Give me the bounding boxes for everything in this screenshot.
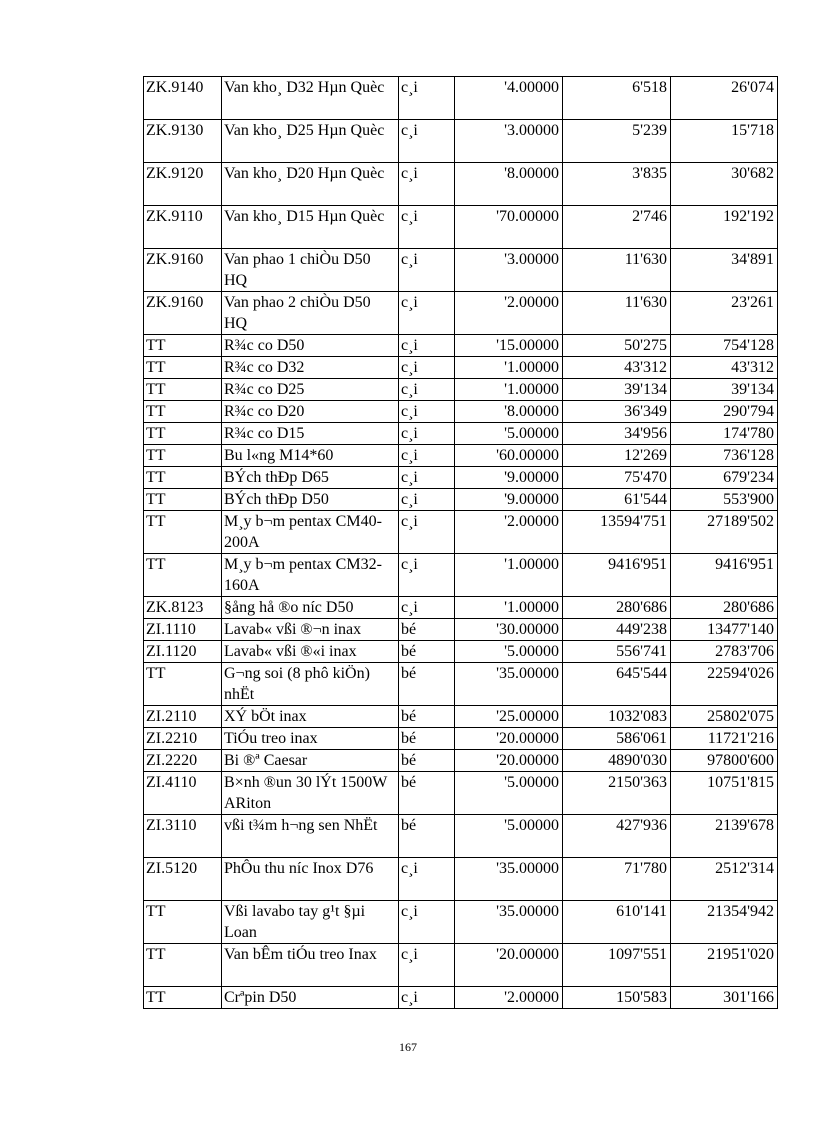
item-quantity: '9.00000 [455, 467, 563, 489]
item-total: 10751'815 [671, 772, 778, 815]
item-unit: c¸i [399, 858, 455, 901]
item-name: Bu l«ng M14*60 [222, 445, 399, 467]
item-quantity: '1.00000 [455, 379, 563, 401]
item-total: 11721'216 [671, 728, 778, 750]
item-quantity: '8.00000 [455, 163, 563, 206]
item-unit-price: 427'936 [563, 815, 671, 858]
item-total: 21354'942 [671, 901, 778, 944]
item-total: 192'192 [671, 206, 778, 249]
item-quantity: '5.00000 [455, 815, 563, 858]
item-total: 754'128 [671, 335, 778, 357]
item-unit: c¸i [399, 335, 455, 357]
item-total: 26'074 [671, 77, 778, 120]
table-row [144, 423, 778, 445]
item-quantity: '5.00000 [455, 641, 563, 663]
item-code: TT [144, 987, 222, 1009]
item-code: TT [144, 357, 222, 379]
item-unit-price: 39'134 [563, 379, 671, 401]
item-code: ZI.2220 [144, 750, 222, 772]
item-quantity: '1.00000 [455, 554, 563, 597]
item-total: 290'794 [671, 401, 778, 423]
item-total: 2139'678 [671, 815, 778, 858]
item-code: TT [144, 511, 222, 554]
item-quantity: '15.00000 [455, 335, 563, 357]
item-unit: c¸i [399, 597, 455, 619]
item-name: R¾c co D50 [222, 335, 399, 357]
table-row [144, 554, 778, 597]
item-unit-price: 610'141 [563, 901, 671, 944]
item-unit: c¸i [399, 944, 455, 987]
item-total: 13477'140 [671, 619, 778, 641]
item-name: Van kho¸ D15 Hµn Quèc [222, 206, 399, 249]
table-row [144, 944, 778, 987]
item-name: B×nh ®un 30 lÝt 1500W ARiton [222, 772, 399, 815]
item-code: TT [144, 944, 222, 987]
item-unit: c¸i [399, 77, 455, 120]
table-row [144, 163, 778, 206]
item-quantity: '35.00000 [455, 858, 563, 901]
item-unit-price: 36'349 [563, 401, 671, 423]
table-row [144, 77, 778, 120]
item-unit-price: 34'956 [563, 423, 671, 445]
item-unit: c¸i [399, 423, 455, 445]
item-total: 2783'706 [671, 641, 778, 663]
table-row [144, 249, 778, 292]
item-total: 174'780 [671, 423, 778, 445]
item-code: TT [144, 335, 222, 357]
item-name: Vßi lavabo tay g¹t §µi Loan [222, 901, 399, 944]
table-row [144, 401, 778, 423]
item-name: TiÓu treo inax [222, 728, 399, 750]
item-unit: c¸i [399, 445, 455, 467]
item-quantity: '9.00000 [455, 489, 563, 511]
item-quantity: '1.00000 [455, 357, 563, 379]
table-row [144, 901, 778, 944]
table-row [144, 815, 778, 858]
item-unit-price: 11'630 [563, 249, 671, 292]
item-quantity: '5.00000 [455, 423, 563, 445]
item-quantity: '20.00000 [455, 728, 563, 750]
materials-table-body [144, 77, 778, 1009]
item-total: 2512'314 [671, 858, 778, 901]
item-total: 553'900 [671, 489, 778, 511]
item-unit-price: 4890'030 [563, 750, 671, 772]
table-row [144, 120, 778, 163]
item-quantity: '4.00000 [455, 77, 563, 120]
item-unit-price: 50'275 [563, 335, 671, 357]
table-row [144, 597, 778, 619]
item-quantity: '20.00000 [455, 944, 563, 987]
table-row [144, 663, 778, 706]
table-row [144, 728, 778, 750]
item-unit-price: 449'238 [563, 619, 671, 641]
item-code: TT [144, 467, 222, 489]
item-total: 25802'075 [671, 706, 778, 728]
item-unit-price: 6'518 [563, 77, 671, 120]
item-unit: c¸i [399, 292, 455, 335]
item-unit: c¸i [399, 401, 455, 423]
item-unit-price: 9416'951 [563, 554, 671, 597]
table-row [144, 987, 778, 1009]
item-quantity: '5.00000 [455, 772, 563, 815]
item-name: Van kho¸ D20 Hµn Quèc [222, 163, 399, 206]
item-name: Van bÊm tiÓu treo Inax [222, 944, 399, 987]
item-unit: c¸i [399, 357, 455, 379]
item-name: PhÔu thu níc Inox D76 [222, 858, 399, 901]
item-unit: c¸i [399, 163, 455, 206]
item-code: ZI.4110 [144, 772, 222, 815]
item-code: ZK.9120 [144, 163, 222, 206]
item-code: TT [144, 663, 222, 706]
item-total: 15'718 [671, 120, 778, 163]
item-name: Van kho¸ D32 Hµn Quèc [222, 77, 399, 120]
item-unit-price: 2'746 [563, 206, 671, 249]
table-row [144, 206, 778, 249]
item-code: ZK.9140 [144, 77, 222, 120]
item-unit: bé [399, 772, 455, 815]
item-unit: c¸i [399, 489, 455, 511]
item-code: TT [144, 901, 222, 944]
item-quantity: '70.00000 [455, 206, 563, 249]
item-name: Van phao 2 chiÒu D50 HQ [222, 292, 399, 335]
table-row [144, 489, 778, 511]
item-unit-price: 11'630 [563, 292, 671, 335]
item-unit: c¸i [399, 467, 455, 489]
item-code: TT [144, 554, 222, 597]
item-unit: c¸i [399, 120, 455, 163]
item-total: 22594'026 [671, 663, 778, 706]
item-unit: c¸i [399, 379, 455, 401]
item-unit-price: 150'583 [563, 987, 671, 1009]
item-quantity: '8.00000 [455, 401, 563, 423]
item-code: ZK.9160 [144, 249, 222, 292]
item-name: vßi t¾m h¬ng sen NhËt [222, 815, 399, 858]
item-unit-price: 71'780 [563, 858, 671, 901]
item-code: ZI.1110 [144, 619, 222, 641]
item-quantity: '35.00000 [455, 901, 563, 944]
item-unit-price: 75'470 [563, 467, 671, 489]
item-quantity: '35.00000 [455, 663, 563, 706]
table-row [144, 379, 778, 401]
materials-table [143, 76, 778, 1009]
item-name: R¾c co D25 [222, 379, 399, 401]
item-code: TT [144, 489, 222, 511]
item-code: TT [144, 423, 222, 445]
item-name: Crªpin D50 [222, 987, 399, 1009]
item-code: TT [144, 445, 222, 467]
item-total: 21951'020 [671, 944, 778, 987]
table-row [144, 467, 778, 489]
item-unit-price: 645'544 [563, 663, 671, 706]
table-row [144, 750, 778, 772]
item-unit-price: 3'835 [563, 163, 671, 206]
item-code: ZK.8123 [144, 597, 222, 619]
table-row [144, 335, 778, 357]
item-unit-price: 12'269 [563, 445, 671, 467]
item-total: 30'682 [671, 163, 778, 206]
item-name: Lavab« vßi ®¬n inax [222, 619, 399, 641]
table-row [144, 858, 778, 901]
item-code: TT [144, 379, 222, 401]
item-code: ZK.9110 [144, 206, 222, 249]
item-code: ZI.3110 [144, 815, 222, 858]
item-name: XÝ bÖt inax [222, 706, 399, 728]
item-unit: c¸i [399, 901, 455, 944]
table-row [144, 357, 778, 379]
item-unit-price: 1097'551 [563, 944, 671, 987]
item-code: ZI.2110 [144, 706, 222, 728]
item-total: 34'891 [671, 249, 778, 292]
item-total: 280'686 [671, 597, 778, 619]
item-quantity: '2.00000 [455, 987, 563, 1009]
item-unit-price: 61'544 [563, 489, 671, 511]
item-quantity: '30.00000 [455, 619, 563, 641]
item-quantity: '3.00000 [455, 120, 563, 163]
item-quantity: '20.00000 [455, 750, 563, 772]
item-unit: bé [399, 663, 455, 706]
table-row [144, 445, 778, 467]
item-name: G¬ng soi (8 phô kiÖn) nhËt [222, 663, 399, 706]
item-unit-price: 5'239 [563, 120, 671, 163]
item-name: R¾c co D20 [222, 401, 399, 423]
item-unit: c¸i [399, 987, 455, 1009]
item-unit: bé [399, 706, 455, 728]
item-unit: bé [399, 750, 455, 772]
item-name: Lavab« vßi ®«i inax [222, 641, 399, 663]
item-unit: c¸i [399, 206, 455, 249]
item-quantity: '25.00000 [455, 706, 563, 728]
table-row [144, 641, 778, 663]
table-row [144, 511, 778, 554]
item-unit-price: 556'741 [563, 641, 671, 663]
item-name: M¸y b¬m pentax CM32-160A [222, 554, 399, 597]
item-name: BÝch thÐp D65 [222, 467, 399, 489]
item-total: 679'234 [671, 467, 778, 489]
item-name: M¸y b¬m pentax CM40-200A [222, 511, 399, 554]
item-unit-price: 586'061 [563, 728, 671, 750]
item-unit: bé [399, 619, 455, 641]
item-name: §ång hå ®o níc D50 [222, 597, 399, 619]
item-total: 9416'951 [671, 554, 778, 597]
item-code: TT [144, 401, 222, 423]
item-total: 301'166 [671, 987, 778, 1009]
item-unit-price: 43'312 [563, 357, 671, 379]
item-unit: c¸i [399, 554, 455, 597]
item-total: 23'261 [671, 292, 778, 335]
item-unit: bé [399, 815, 455, 858]
item-unit-price: 280'686 [563, 597, 671, 619]
item-quantity: '60.00000 [455, 445, 563, 467]
item-unit-price: 2150'363 [563, 772, 671, 815]
item-total: 27189'502 [671, 511, 778, 554]
item-total: 43'312 [671, 357, 778, 379]
item-unit-price: 13594'751 [563, 511, 671, 554]
item-unit: c¸i [399, 249, 455, 292]
item-code: ZK.9130 [144, 120, 222, 163]
item-unit: c¸i [399, 511, 455, 554]
item-quantity: '3.00000 [455, 249, 563, 292]
item-unit: bé [399, 728, 455, 750]
item-code: ZK.9160 [144, 292, 222, 335]
item-unit-price: 1032'083 [563, 706, 671, 728]
item-total: 736'128 [671, 445, 778, 467]
item-name: R¾c co D32 [222, 357, 399, 379]
table-row [144, 706, 778, 728]
item-name: BÝch thÐp D50 [222, 489, 399, 511]
table-row [144, 292, 778, 335]
item-name: Bi ®ª Caesar [222, 750, 399, 772]
item-name: Van kho¸ D25 Hµn Quèc [222, 120, 399, 163]
item-name: Van phao 1 chiÒu D50 HQ [222, 249, 399, 292]
item-code: ZI.1120 [144, 641, 222, 663]
item-quantity: '1.00000 [455, 597, 563, 619]
item-quantity: '2.00000 [455, 511, 563, 554]
item-total: 97800'600 [671, 750, 778, 772]
table-row [144, 619, 778, 641]
item-code: ZI.2210 [144, 728, 222, 750]
item-unit: bé [399, 641, 455, 663]
item-total: 39'134 [671, 379, 778, 401]
table-row [144, 772, 778, 815]
page-number: 167 [399, 1040, 417, 1054]
item-code: ZI.5120 [144, 858, 222, 901]
item-quantity: '2.00000 [455, 292, 563, 335]
item-name: R¾c co D15 [222, 423, 399, 445]
